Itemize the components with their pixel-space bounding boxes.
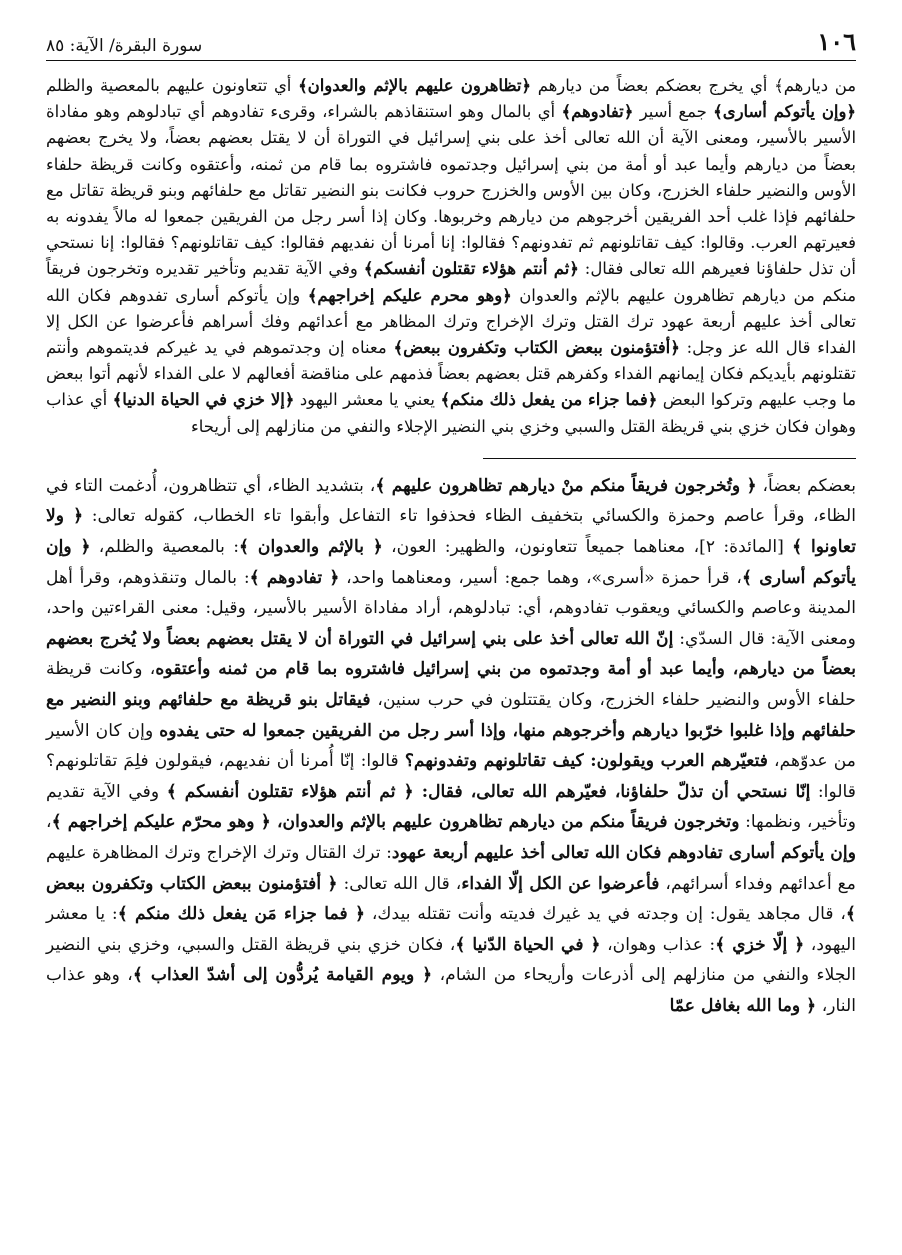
text-segment: ، قال الله تعالى:	[337, 873, 462, 894]
page-number: ١٠٦	[817, 27, 856, 56]
commentary-text	[46, 471, 856, 1022]
footnote-separator	[483, 458, 856, 459]
quran-quote-segment: ﴿وهو محرم عليكم إخراجهم﴾	[307, 285, 512, 305]
text-segment: وإن كان الأسير من عدوّهم،	[46, 720, 857, 772]
quran-quote-segment: ﴿ تفادوهم ﴾	[249, 567, 340, 588]
text-segment: من ديارهم	[783, 76, 856, 95]
main-tafsir-text	[46, 73, 856, 440]
text-segment: معناه إن وجدتموهم في يد غيركم فديتموهم وأنتم تقتلونهم بأيديكم فكان إيمانهم الفداء وكفرهم قتل بعضهم بعضاً فذمهم على مناقضة أفعالهم لا على الفداء لأنهم أتوا ببعض ما وجب عليهم وتركوا البعض	[46, 338, 856, 410]
quran-quote-segment: ﴿ بالإثم والعدوان ﴾	[239, 537, 383, 558]
text-segment: وفي الآية تقديم وتأخير، ونظمها:	[46, 781, 856, 833]
text-segment: ، قرأ حمزة «أسرى»، وهما جمع: أسير، ومعناهما واحد،	[339, 567, 742, 588]
quran-quote-segment: ﴿ثم أنتم هؤلاء تقتلون أنفسكم﴾	[363, 259, 579, 279]
quran-quote-segment: إنّا نستحي أن تذلّ حلفاؤنا، فعيّرهم الله تعالى، فقال:	[413, 781, 811, 802]
quran-quote-segment: ﴿ أفتؤمنون ببعض الكتاب وتكفرون ببعض ﴾	[46, 873, 856, 925]
quran-quote-segment: ﴿ وما الله بغافل عمّا	[669, 995, 817, 1016]
text-segment: ، بتشديد الظاء، أي تتظاهرون، أُدغمت التاء في الظاء، وقرأ عاصم وحمزة والكسائي بتخفيف الظاء فحذفوا تاء التفاعل وأبقوا تاء الخطاب، كقوله تعالى:	[46, 475, 856, 527]
text-segment: ﴾	[774, 76, 784, 95]
quran-quote-segment: وإن يأتوكم أسارى تفادوهم فكان الله تعالى أخذ عليهم أربعة عهود	[391, 842, 857, 863]
quran-quote-segment: فأعرضوا عن الكل إلّا الفداء	[461, 873, 660, 894]
quran-quote-segment: ﴿فما جزاء من يفعل ذلك منكم﴾	[440, 390, 658, 410]
text-segment: أي بالمال وهو استنقاذهم بالشراء، وقرىء تفادوهم أي تبادلوهم وهو مفاداة الأسير بالأسير، ومعنى الآية أن الله تعالى أخذ على بني إسرائيل في التوراة أن لا يقتل بعضهم بعضاً، ولا يخرج بعضهم بعضاً من ديارهم وأيما عبد أو أمة من بني إسرائيل وجدتموه فاشتروه بما قام من ثمنه، وأعتقوه وكانت قريظة حلفاء الأوس والنضير حلفاء الخزرج، وكان بين الأوس والخزرج حروب فكانت بنو النضير تقاتل مع حلفائهم وبنو قريظة تقاتل مع حلفائهم فإذا غلب أحد الفريقين أخرجوهم من ديارهم وخربوها. وكان إذا أسر رجل من الفريقين جمعوا له مالاً يفدونه به فعيرتهم العرب. وقالوا: كيف تقاتلونهم ثم تفدونهم؟ فقالوا: إنا أمرنا أن نفديهم فقالوا: كيف تقاتلونهم؟ فقالوا: إنا نستحي أن تذل حلفاؤنا فعيرهم الله تعالى فقال:	[46, 102, 856, 279]
text-segment: أي عذاب وهوان فكان خزي بني قريظة القتل والسبي وخزي بني النضير الإجلاء والنفي من منازلهم إلى أريحاء	[46, 390, 856, 436]
quran-quote-segment: ﴿ ويوم القيامة يُردُّون إلى أشدّ العذاب ﴾	[132, 965, 433, 986]
page-header	[46, 20, 856, 61]
quran-quote-segment: ﴿تظاهرون عليهم بالإثم والعدوان﴾	[298, 76, 532, 95]
text-segment: : بالمال وتنقذوهم، وقرأ أهل المدينة وعاصم والكسائي ويعقوب تفادوهم، أي: تبادلوهم، أراد مفاداة الأسير بالأسير، وقيل: معنى القراءتين واحد، ومعنى الآية: قال السدّي:	[46, 567, 856, 649]
text-segment: : ترك القتال وترك الإخراج وترك المظاهرة عليهم مع أعدائهم وفداء أسرائهم،	[46, 842, 856, 894]
text-segment: : بالمعصية والظلم،	[90, 537, 239, 558]
quran-quote-segment: وتخرجون فريقاً منكم من ديارهم تظاهرون عليهم بالإثم والعدوان،	[270, 812, 740, 833]
quran-quote-segment: ﴿ إلّا خزي ﴾	[715, 934, 805, 955]
text-segment: أي يخرج بعضكم بعضاً من ديارهم	[531, 76, 775, 95]
text-segment: ، وكانت قريظة حلفاء الأوس والنضير حلفاء الخزرج، وكان يقتتلون في حرب سنين،	[46, 659, 856, 710]
text-segment: : عذاب وهوان،	[600, 934, 716, 955]
quran-quote-segment: إنّ الله تعالى أخذ على بني إسرائيل في التوراة أن لا يقتل بعضهم بعضاً ولا يُخرج بعضهم بعضاً من ديارهم، وأيما عبد أو أمة وجدتموه من بني إسرائيل فاشتروه بما قام من ثمنه وأعتقوه	[46, 628, 856, 680]
text-segment: أي تتعاونون عليهم بالمعصية والظلم	[46, 76, 299, 95]
quran-quote-segment: ﴿إلا خزي في الحياة الدنيا﴾	[112, 390, 295, 410]
quran-quote-segment: ﴿ فما جزاء مَن يفعل ذلك منكم ﴾	[117, 904, 366, 925]
quran-quote-segment: ﴿وإن يأتوكم أسارى﴾	[713, 102, 857, 122]
text-segment: : يا معشر اليهود،	[46, 904, 857, 955]
text-segment: بعضكم بعضاً،	[756, 475, 856, 496]
text-segment: وفي الآية تقديم وتأخير تقديره وتخرجون فريقاً منكم من ديارهم تظاهرون عليهم بالإثم والعدوان	[46, 259, 856, 305]
text-segment: ،	[46, 812, 52, 833]
quran-quote-segment: ﴿ وهو محرّم عليكم إخراجهم ﴾	[51, 812, 271, 833]
running-head: سورة البقرة/ الآية: ٨٥	[46, 36, 203, 56]
quran-quote-segment: ﴿ وإن يأتوكم أسارى ﴾	[46, 537, 857, 588]
text-segment: يعني يا معشر اليهود	[294, 390, 441, 410]
text-segment: ، وهو عذاب النار،	[46, 965, 856, 1016]
text-segment: ، قال مجاهد يقول: إن وجدته في يد غيرك فديته وأنت تقتله بيدك،	[365, 904, 846, 925]
quran-quote-segment: ﴿ وتُخرجون فريقاً منكم منْ ديارهم تظاهرون عليهم ﴾	[375, 475, 757, 496]
quran-quote-segment: ﴿تفادوهم﴾	[561, 102, 634, 122]
quran-quote-segment: ﴿ في الحياة الدّنيا ﴾	[455, 934, 601, 955]
text-segment: قالوا: إنّا أُمرنا أن نفديهم، فيقولون فلِمَ تقاتلونهم؟ قالوا:	[46, 751, 857, 802]
text-segment: [المائدة: ٢]، معناهما جميعاً تتعاونون، والظهير: العون،	[382, 537, 793, 558]
text-segment: جمع أسير	[633, 102, 714, 122]
text-segment: ، فكان خزي بني قريظة القتل والسبي، وخزي بني النضير الجلاء والنفي من منازلهم إلى أذرعات وأريحاء من الشام،	[46, 934, 856, 986]
quran-quote-segment: ﴿ ولا تعاونوا ﴾	[46, 506, 857, 558]
quran-quote-segment: ﴿ ثم أنتم هؤلاء تقتلون أنفسكم ﴾	[166, 781, 414, 802]
quran-quote-segment: فيقاتل بنو قريظة مع حلفائهم وبنو النضير مع حلفائهم وإذا غلبوا خرّبوا ديارهم وأخرجوهم منها، وإذا أسر رجل من الفريقين جمعوا له حتى يفدوه	[46, 690, 857, 741]
quran-quote-segment: ﴿أفتؤمنون ببعض الكتاب وتكفرون ببعض﴾	[393, 338, 680, 358]
text-segment: وإن يأتوكم أسارى تفدوهم فكان الله تعالى أخذ عليهم أربعة عهود ترك القتل وترك الإخراج وترك المظاهر مع أعدائهم وفك أسراهم فأعرضوا عن الكل إلا الفداء قال الله عز وجل:	[46, 285, 856, 358]
quran-quote-segment: فتعيّرهم العرب ويقولون: كيف تقاتلونهم وتفدونهم؟	[404, 751, 768, 772]
